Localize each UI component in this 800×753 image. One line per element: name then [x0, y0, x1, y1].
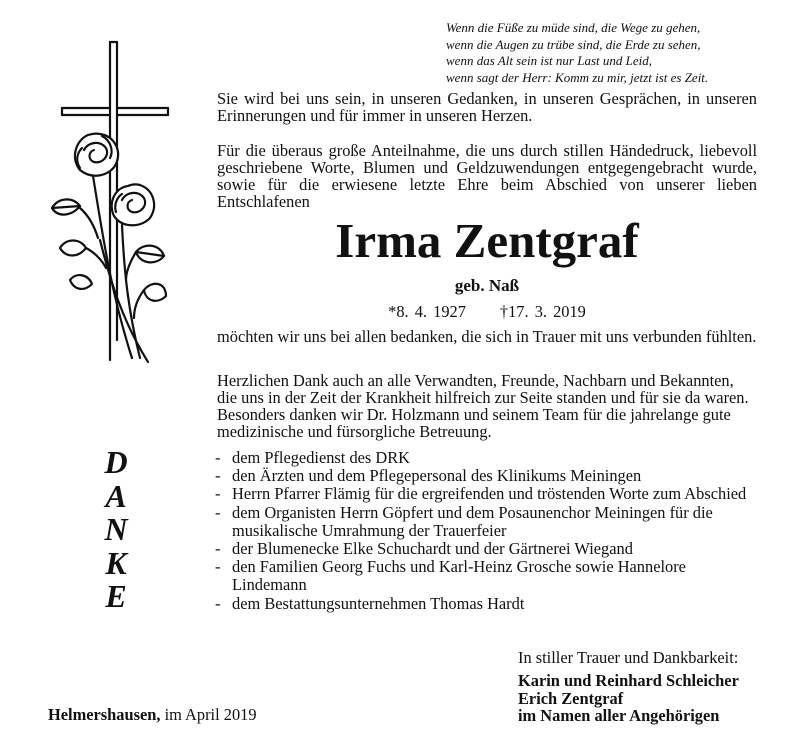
danke-letter: E — [105, 578, 127, 614]
maiden-name: geb. Naß — [454, 276, 520, 295]
poem — [446, 20, 766, 86]
list-item: - Herrn Pfarrer Flämig für die ergreifenden und tröstenden Worte zum Abschied — [215, 485, 760, 503]
death-date: †17. 3. 2019 — [499, 302, 586, 321]
danke-letter: K — [105, 544, 127, 581]
poem-line: wenn sagt der Herr: Komm zu mir, jetzt ist es Zeit. — [446, 69, 709, 85]
cross-with-roses-icon — [40, 40, 170, 375]
danke-vertical — [96, 446, 136, 614]
thanks-all-paragraph: möchten wir uns bei allen bedanken, die sich in Trauer mit uns verbunden fühlten. — [217, 327, 757, 346]
thanks-intro-paragraph: Für die überaus große Anteilnahme, die uns durch stillen Händedruck, liebevoll geschriebene Worte, Blumen und Geldzuwendungen entgegengebracht wurde, sowie für die erwiesene letzte Ehre beim Abschied von unserer lieben Entschlafenen — [217, 141, 757, 211]
list-item: - den Ärzten und dem Pflegepersonal des Klinikums Meiningen — [215, 467, 760, 485]
poem-line: Wenn die Füße zu müde sind, die Wege zu gehen, — [446, 20, 701, 35]
poem-line: wenn das Alt sein ist nur Last und Leid, — [446, 53, 652, 68]
thanks-relatives-paragraph: Herzlichen Dank auch an alle Verwandten, Freunde, Nachbarn und Bekannten, die uns in der Zeit der Krankheit hilfreich zur Seite standen und für sie da waren. Besonders danken wir Dr. Holzmann und seinem Team für die jahrelange gute medizinische und fürsorgliche Betreuung. — [217, 371, 749, 441]
list-item: - dem Pflegedienst des DRK — [215, 449, 760, 467]
thanks-list — [215, 449, 760, 613]
list-item: - dem Organisten Herrn Göpfert und dem Posaunenchor Meiningen für die musikalische Umrahmung der Trauerfeier — [215, 504, 760, 540]
signer-line: Karin und Reinhard Schleicher — [518, 671, 739, 690]
birth-date: *8. 4. 1927 — [388, 302, 466, 321]
closing-line: In stiller Trauer und Dankbarkeit: — [518, 648, 739, 667]
signers — [518, 672, 739, 725]
intro-paragraph: Sie wird bei uns sein, in unseren Gedanken, in unseren Gesprächen, in unseren Erinnerungen und für immer in unseren Herzen. — [217, 89, 757, 125]
list-item: - dem Bestattungsunternehmen Thomas Hardt — [215, 595, 760, 613]
poem-line: wenn die Augen zu trübe sind, die Erde zu sehen, — [446, 36, 701, 52]
danke-letter: D — [104, 444, 128, 480]
signer-line: im Namen aller Angehörigen — [518, 706, 720, 725]
signer-line: Erich Zentgraf — [518, 688, 624, 708]
place-date: im April 2019 — [160, 705, 257, 724]
list-item: - den Familien Georg Fuchs und Karl-Heinz Grosche sowie Hannelore Lindemann — [215, 558, 760, 594]
place-town: Helmershausen, — [48, 705, 161, 724]
place-and-date — [48, 705, 257, 725]
danke-letter: N — [104, 511, 128, 547]
danke-letter: A — [105, 477, 127, 514]
life-dates — [217, 302, 757, 322]
list-item: - der Blumenecke Elke Schuchardt und der Gärtnerei Wiegand — [215, 540, 760, 558]
deceased-name: Irma Zentgraf — [335, 213, 639, 268]
